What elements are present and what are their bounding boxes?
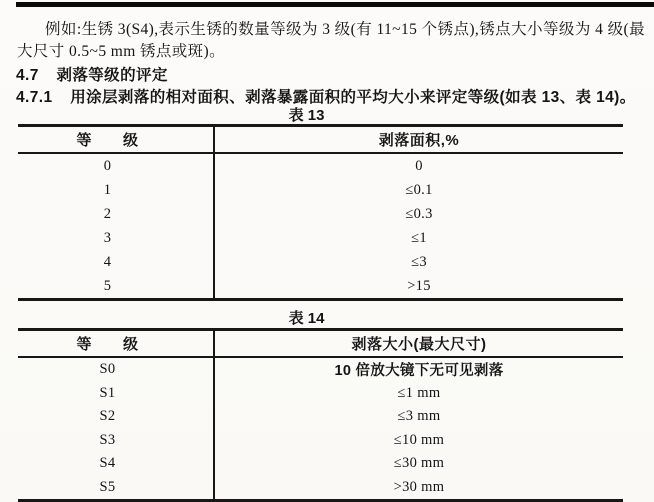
grade-cell: S1	[18, 382, 214, 406]
grade-cell: S4	[18, 452, 214, 476]
section-number: 4.7	[16, 67, 39, 84]
value-cell: ≤1 mm	[397, 384, 441, 401]
table13-header-value: 剥落面积,%	[214, 126, 623, 154]
grade-cell: S0	[18, 357, 214, 382]
value-cell: ≤0.1	[405, 181, 433, 198]
grade-cell: S2	[18, 405, 214, 429]
table-row	[18, 274, 623, 300]
table14-header-row	[18, 330, 623, 358]
table-row	[18, 382, 623, 406]
value-cell: ≤1	[411, 229, 427, 246]
table14-header-value: 剥落大小(最大尺寸)	[214, 330, 623, 358]
table-row	[18, 226, 623, 250]
clause-number: 4.7.1	[16, 89, 53, 106]
table-row	[18, 476, 623, 501]
table14-header-grade: 等 级	[18, 330, 214, 358]
section-title: 剥落等级的评定	[56, 67, 168, 84]
grade-cell: 4	[18, 250, 214, 274]
value-cell: ≤30 mm	[393, 455, 445, 472]
grade-cell: 0	[18, 153, 214, 178]
table-row	[18, 178, 623, 202]
value-cell: ≤10 mm	[393, 431, 445, 448]
table-row	[18, 357, 623, 382]
value-cell: >30 mm	[393, 478, 445, 495]
table13-header-row	[18, 126, 623, 154]
table14-title: 表 14	[288, 310, 325, 327]
value-cell: 10 倍放大镜下无可见剥落	[334, 363, 504, 380]
grade-cell: S5	[18, 476, 214, 501]
grade-cell: 1	[18, 178, 214, 202]
grade-cell: 5	[18, 274, 214, 300]
grade-cell: S3	[18, 429, 214, 453]
table-row	[18, 405, 623, 429]
section-heading	[16, 63, 648, 85]
table13-header-grade: 等 级	[18, 126, 214, 154]
value-cell: ≤0.3	[405, 205, 433, 222]
table14	[18, 328, 623, 502]
table-row	[18, 452, 623, 476]
value-cell: 0	[415, 157, 423, 174]
value-cell: ≤3 mm	[397, 408, 441, 425]
table13-title: 表 13	[288, 107, 325, 124]
table13	[18, 124, 623, 301]
grade-cell: 2	[18, 202, 214, 226]
scan-top-rule	[16, 2, 654, 7]
value-cell: ≤3	[411, 253, 427, 270]
value-cell: >15	[407, 277, 431, 294]
grade-cell: 3	[18, 226, 214, 250]
example-paragraph: 例如:生锈 3(S4),表示生锈的数量等级为 3 级(有 11~15 个锈点),锈点大小等级为 4 级(最大尺寸 0.5~5 mm 锈点或斑)。	[17, 21, 645, 60]
table-row	[18, 202, 623, 226]
table-row	[18, 153, 623, 178]
table-row	[18, 250, 623, 274]
clause-text: 用涂层剥落的相对面积、剥落暴露面积的平均大小来评定等级(如表 13、表 14)。	[70, 89, 636, 106]
table-row	[18, 429, 623, 453]
